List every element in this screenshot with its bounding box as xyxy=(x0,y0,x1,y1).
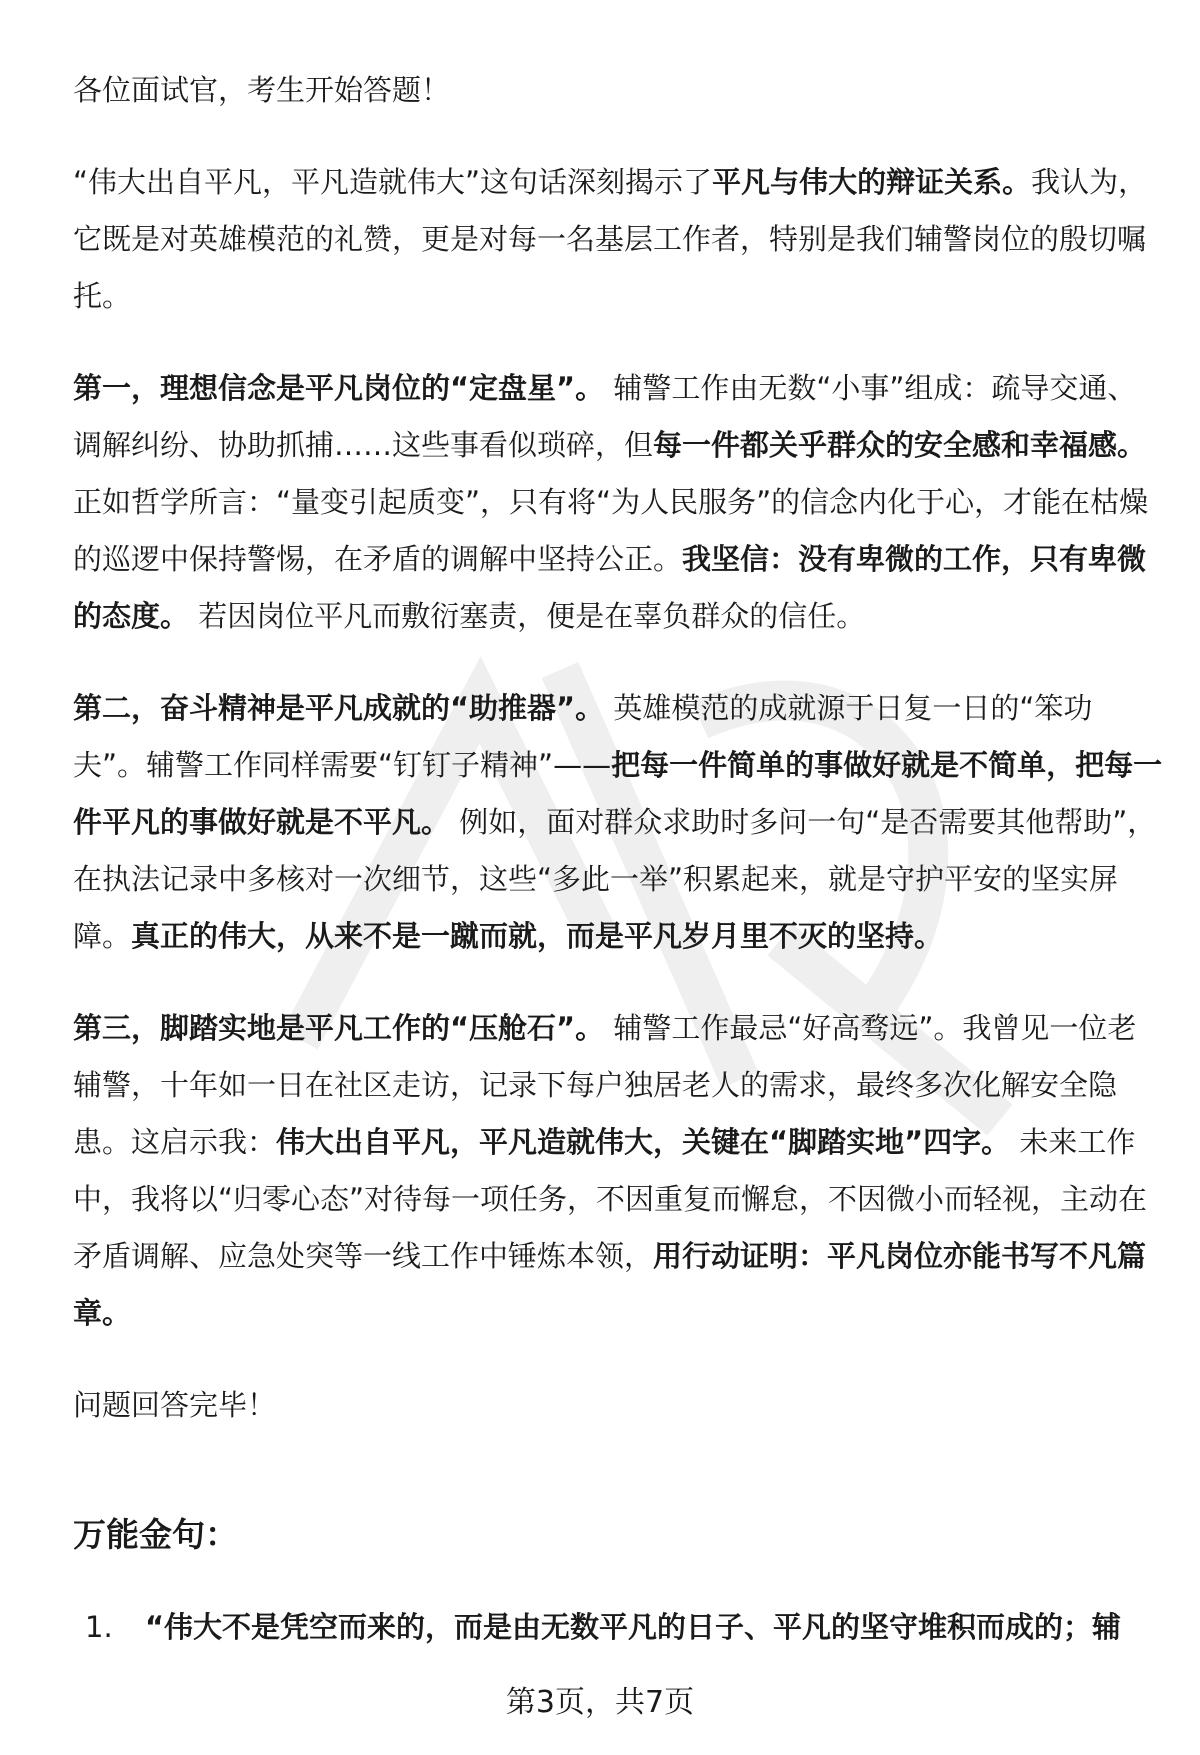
bold-text-segment: 第三，脚踏实地是平凡工作的“压舱石”。 xyxy=(73,1011,605,1045)
bold-text-segment: 把每一件简单的事做好就是不简单，把每一件平凡的事做好就是不平凡。 xyxy=(73,748,1163,839)
closing-line: 问题回答完毕！ xyxy=(73,1388,277,1422)
bold-text-segment: 真正的伟大，从来不是一蹴而就，而是平凡岁月里不灭的坚持。 xyxy=(131,919,944,953)
section-heading: 万能金句： xyxy=(73,1515,238,1554)
text-segment: 未来工作中，我将以“归零心态”对待每一项任务，不因重复而懈怠，不因微小而轻视，主动在矛盾调解、应急处突等一线工作中锤炼本领， xyxy=(73,1125,1148,1273)
text-segment: 辅警工作最忌“好高骛远”。我曾见一位老辅警，十年如一日在社区走访，记录下每户独居老人的需求，最终多次化解安全隐患。这启示我： xyxy=(73,1011,1137,1159)
list-item xyxy=(85,1602,1165,1652)
point-two-paragraph xyxy=(73,680,1163,965)
text-segment: 辅警工作由无数“小事”组成：疏导交通、调解纠纷、协助抓捕……这些事看似琐碎，但 xyxy=(73,371,1137,462)
intro-paragraph xyxy=(73,154,1163,325)
page-footer: 第3页，共7页 xyxy=(505,1685,695,1720)
text-segment: 正如哲学所言：“量变引起质变”，只有将“为人民服务”的信念内化于心，才能在枯燥的巡逻中保持警惕，在矛盾的调解中坚持公正。 xyxy=(73,485,1149,576)
opening-line: 各位面试官，考生开始答题！ xyxy=(73,73,451,107)
text-segment: 若因岗位平凡而敷衍塞责，便是在辜负群众的信任。 xyxy=(189,599,866,633)
bold-text-segment: 平凡与伟大的辩证关系。 xyxy=(712,165,1032,199)
text-segment: 我认为，它既是对英雄模范的礼赞，更是对每一名基层工作者，特别是我们辅警岗位的殷切嘱托。 xyxy=(73,165,1148,313)
text-segment: “伟大出自平凡，平凡造就伟大”这句话深刻揭示了 xyxy=(73,165,713,199)
point-three-paragraph xyxy=(73,1000,1163,1342)
bold-text-segment: 伟大出自平凡，平凡造就伟大，关键在“脚踏实地”四字。 xyxy=(276,1125,1011,1159)
bold-text-segment: 第二，奋斗精神是平凡成就的“助推器”。 xyxy=(73,691,605,725)
bold-text-segment: 我坚信：没有卑微的工作，只有卑微的态度。 xyxy=(73,542,1147,633)
bold-text-segment: 第一，理想信念是平凡岗位的“定盘星”。 xyxy=(73,371,605,405)
bold-text-segment: 每一件都关乎群众的安全感和幸福感。 xyxy=(653,428,1147,462)
list-item-text: “伟大不是凭空而来的，而是由无数平凡的日子、平凡的坚守堆积而成的；辅 xyxy=(145,1610,1122,1644)
answer-body xyxy=(73,62,1163,1469)
text-segment: 例如，面对群众求助时多问一句“是否需要其他帮助”，在执法记录中多核对一次细节，这些“多此一举”积累起来，就是守护平安的坚实屏障。 xyxy=(73,805,1157,953)
list-item-number: 1. xyxy=(85,1610,113,1644)
bold-text-segment: 用行动证明：平凡岗位亦能书写不凡篇章。 xyxy=(73,1239,1147,1330)
text-segment: 英雄模范的成就源于日复一日的“笨功夫”。辅警工作同样需要“钉钉子精神”—— xyxy=(73,691,1093,782)
point-one-paragraph xyxy=(73,360,1163,645)
